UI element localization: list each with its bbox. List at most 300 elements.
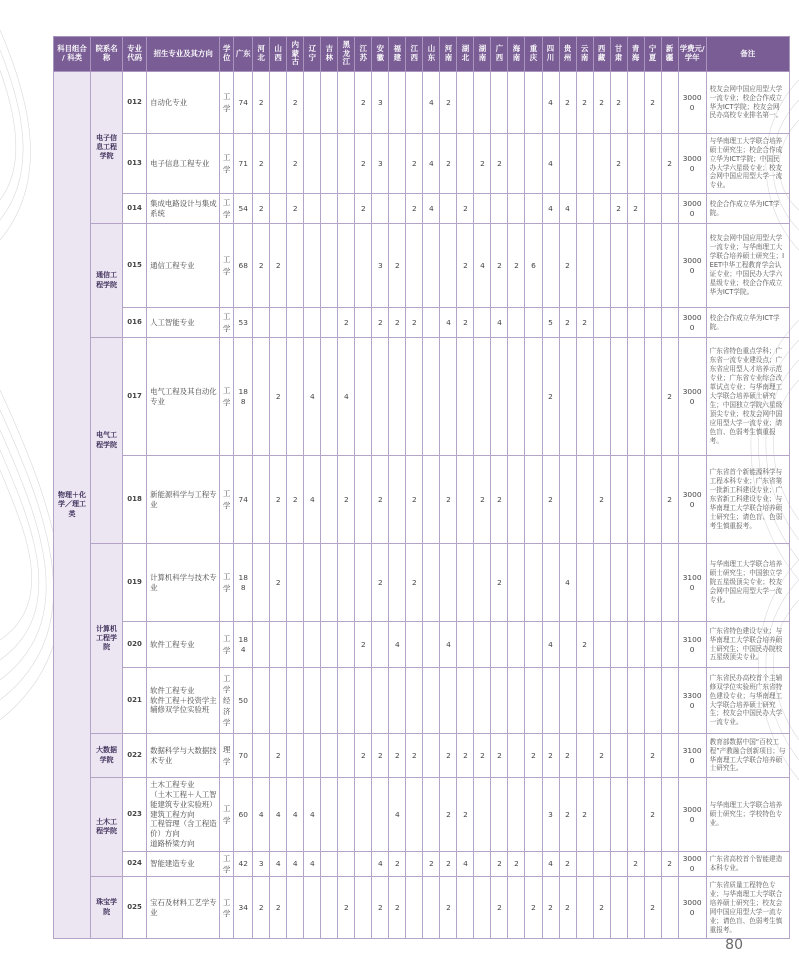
quota-cell bbox=[406, 622, 423, 668]
quota-cell: 2 bbox=[661, 338, 678, 456]
quota-cell bbox=[338, 778, 355, 852]
notes-cell: 教育部数据中国“百校工程”产教融合创新项目；与华南理工大学联合培养硕士研究生。 bbox=[706, 734, 789, 778]
quota-cell: 2 bbox=[406, 194, 423, 224]
quota-cell bbox=[576, 194, 593, 224]
quota-cell: 54 bbox=[234, 194, 253, 224]
quota-cell bbox=[644, 544, 661, 622]
header-province: 西藏 bbox=[593, 37, 610, 72]
tuition-fee: 30000 bbox=[678, 456, 706, 544]
quota-cell: 42 bbox=[234, 852, 253, 877]
major-name: 通信工程专业 bbox=[147, 224, 220, 308]
quota-cell: 2 bbox=[491, 134, 508, 194]
quota-cell bbox=[491, 72, 508, 134]
quota-cell bbox=[321, 134, 338, 194]
quota-cell bbox=[474, 544, 491, 622]
quota-cell bbox=[542, 224, 559, 308]
quota-cell: 4 bbox=[457, 852, 474, 877]
quota-cell bbox=[593, 544, 610, 622]
quota-cell bbox=[508, 338, 525, 456]
header-province: 甘肃 bbox=[610, 37, 627, 72]
quota-cell bbox=[423, 668, 440, 734]
tuition-fee: 30000 bbox=[678, 194, 706, 224]
quota-cell: 2 bbox=[542, 456, 559, 544]
quota-cell: 53 bbox=[234, 308, 253, 338]
quota-cell bbox=[457, 622, 474, 668]
tuition-fee: 33000 bbox=[678, 668, 706, 734]
quota-cell bbox=[270, 134, 287, 194]
quota-cell bbox=[644, 134, 661, 194]
quota-cell: 2 bbox=[372, 308, 389, 338]
quota-cell bbox=[644, 456, 661, 544]
degree: 工学 bbox=[220, 622, 234, 668]
major-code: 024 bbox=[123, 852, 147, 877]
header-province: 湖南 bbox=[474, 37, 491, 72]
tuition-fee: 31000 bbox=[678, 622, 706, 668]
quota-cell bbox=[576, 456, 593, 544]
degree: 工学 bbox=[220, 877, 234, 939]
quota-cell bbox=[270, 194, 287, 224]
quota-cell bbox=[627, 224, 644, 308]
table-row bbox=[54, 338, 790, 456]
quota-cell: 2 bbox=[644, 72, 661, 134]
quota-cell bbox=[338, 544, 355, 622]
quota-cell bbox=[270, 308, 287, 338]
quota-cell bbox=[321, 877, 338, 939]
tuition-fee: 30000 bbox=[678, 338, 706, 456]
quota-cell: 2 bbox=[270, 877, 287, 939]
quota-cell bbox=[525, 72, 542, 134]
quota-cell bbox=[321, 778, 338, 852]
degree: 工学 bbox=[220, 338, 234, 456]
degree: 工学 bbox=[220, 224, 234, 308]
quota-cell: 4 bbox=[423, 194, 440, 224]
quota-cell bbox=[508, 734, 525, 778]
quota-cell bbox=[304, 134, 321, 194]
quota-cell bbox=[338, 72, 355, 134]
quota-cell bbox=[406, 778, 423, 852]
quota-cell: 2 bbox=[389, 308, 406, 338]
quota-cell: 2 bbox=[389, 877, 406, 939]
notes-cell: 广东省特色建设专业；与华南理工大学联合培养硕士研究生；中国民办院校五星级顶尖专业。 bbox=[706, 622, 789, 668]
quota-cell: 2 bbox=[559, 852, 576, 877]
quota-cell: 74 bbox=[234, 72, 253, 134]
major-code: 012 bbox=[123, 72, 147, 134]
quota-cell bbox=[406, 72, 423, 134]
quota-cell bbox=[525, 456, 542, 544]
quota-cell: 4 bbox=[542, 134, 559, 194]
quota-cell bbox=[491, 622, 508, 668]
quota-cell bbox=[542, 668, 559, 734]
quota-cell: 2 bbox=[287, 456, 304, 544]
quota-cell: 2 bbox=[508, 852, 525, 877]
major-code: 019 bbox=[123, 544, 147, 622]
quota-cell: 2 bbox=[644, 877, 661, 939]
header-major-code: 专业代码 bbox=[123, 37, 147, 72]
quota-cell: 2 bbox=[389, 852, 406, 877]
quota-cell: 2 bbox=[542, 338, 559, 456]
quota-cell: 2 bbox=[423, 852, 440, 877]
major-code: 014 bbox=[123, 194, 147, 224]
quota-cell: 2 bbox=[576, 778, 593, 852]
quota-cell bbox=[321, 338, 338, 456]
quota-cell: 2 bbox=[491, 877, 508, 939]
quota-cell bbox=[457, 668, 474, 734]
quota-cell bbox=[627, 134, 644, 194]
quota-cell bbox=[270, 622, 287, 668]
quota-cell bbox=[644, 308, 661, 338]
quota-cell bbox=[593, 194, 610, 224]
quota-cell bbox=[593, 668, 610, 734]
header-province: 重庆 bbox=[525, 37, 542, 72]
header-province: 广东 bbox=[234, 37, 253, 72]
quota-cell bbox=[372, 194, 389, 224]
quota-cell bbox=[491, 338, 508, 456]
quota-cell: 2 bbox=[287, 134, 304, 194]
quota-cell: 2 bbox=[406, 734, 423, 778]
quota-cell bbox=[508, 308, 525, 338]
quota-cell bbox=[457, 338, 474, 456]
quota-cell bbox=[508, 668, 525, 734]
major-name: 数据科学与大数据技术专业 bbox=[147, 734, 220, 778]
quota-cell: 2 bbox=[457, 778, 474, 852]
quota-cell bbox=[593, 778, 610, 852]
quota-cell: 2 bbox=[270, 734, 287, 778]
quota-cell: 4 bbox=[287, 852, 304, 877]
header-province: 新疆 bbox=[661, 37, 678, 72]
notes-cell: 与华南理工大学联合培养硕士研究生；中国独立学院五星级顶尖专业；校友会网中国应用型大学一流专业。 bbox=[706, 544, 789, 622]
quota-cell bbox=[321, 308, 338, 338]
quota-cell bbox=[610, 544, 627, 622]
page-number: 80 bbox=[725, 937, 743, 953]
major-code: 025 bbox=[123, 877, 147, 939]
quota-cell bbox=[304, 194, 321, 224]
quota-cell: 4 bbox=[542, 622, 559, 668]
quota-cell bbox=[474, 72, 491, 134]
quota-cell bbox=[559, 134, 576, 194]
header-subject-group: 科目组合 / 科类 bbox=[54, 37, 91, 72]
quota-cell: 2 bbox=[542, 734, 559, 778]
quota-cell: 2 bbox=[661, 134, 678, 194]
header-province: 四川 bbox=[542, 37, 559, 72]
header-province: 江苏 bbox=[355, 37, 372, 72]
header-province: 河南 bbox=[440, 37, 457, 72]
quota-cell: 4 bbox=[304, 338, 321, 456]
quota-cell bbox=[355, 877, 372, 939]
quota-cell bbox=[661, 734, 678, 778]
quota-cell bbox=[389, 72, 406, 134]
quota-cell: 2 bbox=[644, 778, 661, 852]
tuition-fee: 30000 bbox=[678, 778, 706, 852]
quota-cell bbox=[474, 194, 491, 224]
major-name: 计算机科学与技术专业 bbox=[147, 544, 220, 622]
quota-cell bbox=[525, 338, 542, 456]
quota-cell: 34 bbox=[234, 877, 253, 939]
quota-cell: 2 bbox=[593, 456, 610, 544]
quota-cell bbox=[423, 456, 440, 544]
quota-cell bbox=[423, 338, 440, 456]
quota-cell bbox=[321, 544, 338, 622]
tuition-fee: 30000 bbox=[678, 72, 706, 134]
quota-cell: 2 bbox=[270, 338, 287, 456]
quota-cell bbox=[304, 308, 321, 338]
quota-cell: 4 bbox=[389, 778, 406, 852]
notes-cell: 校友会网中国应用型大学一流专业；与华南理工大学联合培养硕士研究生；IEET中华工程教育学会认证专业；中国民办大学六星级专业；校企合作成立华为ICT学院。 bbox=[706, 224, 789, 308]
quota-cell bbox=[508, 877, 525, 939]
quota-cell bbox=[406, 668, 423, 734]
quota-cell bbox=[627, 622, 644, 668]
quota-cell bbox=[287, 622, 304, 668]
quota-cell bbox=[423, 224, 440, 308]
tuition-fee: 31000 bbox=[678, 734, 706, 778]
quota-cell bbox=[593, 622, 610, 668]
major-name: 软件工程专业 软件工程＋投资学主辅修双学位实验班 bbox=[147, 668, 220, 734]
quota-cell bbox=[627, 308, 644, 338]
header-province: 内蒙古 bbox=[287, 37, 304, 72]
header-college: 院系名称 bbox=[91, 37, 123, 72]
quota-cell bbox=[525, 778, 542, 852]
college-name: 电子信息工程学院 bbox=[91, 72, 123, 224]
quota-cell bbox=[287, 734, 304, 778]
degree: 工学 bbox=[220, 308, 234, 338]
quota-cell: 2 bbox=[559, 308, 576, 338]
table-row bbox=[54, 456, 790, 544]
quota-cell: 4 bbox=[542, 852, 559, 877]
quota-cell bbox=[304, 224, 321, 308]
quota-cell bbox=[457, 456, 474, 544]
degree: 理学 bbox=[220, 734, 234, 778]
quota-cell bbox=[610, 308, 627, 338]
quota-cell bbox=[627, 734, 644, 778]
quota-cell bbox=[474, 877, 491, 939]
table-row bbox=[54, 852, 790, 877]
major-name: 智能建造专业 bbox=[147, 852, 220, 877]
quota-cell bbox=[287, 338, 304, 456]
quota-cell bbox=[423, 308, 440, 338]
quota-cell: 4 bbox=[270, 778, 287, 852]
quota-cell bbox=[304, 72, 321, 134]
quota-cell bbox=[661, 308, 678, 338]
quota-cell bbox=[474, 338, 491, 456]
quota-cell bbox=[559, 338, 576, 456]
quota-cell bbox=[457, 72, 474, 134]
quota-cell bbox=[508, 72, 525, 134]
quota-cell: 2 bbox=[253, 194, 270, 224]
quota-cell bbox=[559, 668, 576, 734]
quota-cell bbox=[372, 668, 389, 734]
major-code: 020 bbox=[123, 622, 147, 668]
quota-cell: 2 bbox=[440, 852, 457, 877]
quota-cell: 2 bbox=[593, 734, 610, 778]
quota-cell bbox=[576, 338, 593, 456]
quota-cell: 2 bbox=[440, 877, 457, 939]
quota-cell bbox=[661, 668, 678, 734]
quota-cell bbox=[321, 668, 338, 734]
quota-cell bbox=[304, 668, 321, 734]
quota-cell: 2 bbox=[576, 622, 593, 668]
header-province: 安徽 bbox=[372, 37, 389, 72]
quota-cell bbox=[508, 544, 525, 622]
quota-cell: 2 bbox=[474, 734, 491, 778]
quota-cell bbox=[355, 852, 372, 877]
header-province: 宁夏 bbox=[644, 37, 661, 72]
quota-cell bbox=[253, 544, 270, 622]
quota-cell bbox=[610, 778, 627, 852]
table-body bbox=[54, 72, 790, 939]
header-major: 招生专业及其方向 bbox=[147, 37, 220, 72]
quota-cell bbox=[321, 224, 338, 308]
quota-cell: 4 bbox=[423, 72, 440, 134]
quota-cell: 50 bbox=[234, 668, 253, 734]
quota-cell: 2 bbox=[559, 778, 576, 852]
quota-cell bbox=[389, 668, 406, 734]
quota-cell bbox=[610, 456, 627, 544]
table-row bbox=[54, 778, 790, 852]
quota-cell: 2 bbox=[355, 622, 372, 668]
college-name: 计算机工程学院 bbox=[91, 544, 123, 734]
quota-cell: 184 bbox=[234, 622, 253, 668]
quota-cell bbox=[610, 668, 627, 734]
quota-cell bbox=[576, 734, 593, 778]
quota-cell bbox=[406, 338, 423, 456]
quota-cell: 2 bbox=[253, 72, 270, 134]
quota-cell: 2 bbox=[644, 734, 661, 778]
degree: 工学 bbox=[220, 72, 234, 134]
quota-cell: 2 bbox=[355, 734, 372, 778]
quota-cell bbox=[576, 668, 593, 734]
quota-cell: 4 bbox=[304, 852, 321, 877]
quota-cell: 2 bbox=[491, 734, 508, 778]
quota-cell bbox=[389, 338, 406, 456]
quota-cell bbox=[406, 852, 423, 877]
quota-cell bbox=[253, 734, 270, 778]
quota-cell bbox=[304, 734, 321, 778]
quota-cell bbox=[525, 622, 542, 668]
quota-cell: 2 bbox=[610, 134, 627, 194]
major-code: 016 bbox=[123, 308, 147, 338]
quota-cell: 2 bbox=[610, 194, 627, 224]
quota-cell bbox=[440, 668, 457, 734]
quota-cell: 4 bbox=[542, 72, 559, 134]
degree: 工学 bbox=[220, 134, 234, 194]
quota-cell: 2 bbox=[389, 224, 406, 308]
quota-cell: 4 bbox=[304, 778, 321, 852]
quota-cell: 4 bbox=[304, 456, 321, 544]
quota-cell bbox=[338, 852, 355, 877]
header-degree: 学位 bbox=[220, 37, 234, 72]
quota-cell: 2 bbox=[542, 877, 559, 939]
quota-cell: 2 bbox=[440, 734, 457, 778]
quota-cell: 68 bbox=[234, 224, 253, 308]
quota-cell: 4 bbox=[440, 622, 457, 668]
header-province: 湖北 bbox=[457, 37, 474, 72]
quota-cell bbox=[627, 72, 644, 134]
quota-cell: 2 bbox=[406, 308, 423, 338]
degree: 工学 bbox=[220, 194, 234, 224]
quota-cell: 4 bbox=[542, 194, 559, 224]
header-province: 青海 bbox=[627, 37, 644, 72]
quota-cell bbox=[338, 134, 355, 194]
quota-cell: 2 bbox=[406, 544, 423, 622]
quota-cell: 3 bbox=[253, 852, 270, 877]
quota-cell: 2 bbox=[661, 456, 678, 544]
quota-cell bbox=[644, 194, 661, 224]
quota-cell bbox=[338, 668, 355, 734]
quota-cell bbox=[610, 338, 627, 456]
quota-cell bbox=[610, 224, 627, 308]
quota-cell bbox=[593, 308, 610, 338]
quota-cell bbox=[576, 877, 593, 939]
quota-cell: 2 bbox=[491, 544, 508, 622]
quota-cell bbox=[491, 194, 508, 224]
quota-cell: 2 bbox=[559, 877, 576, 939]
quota-cell bbox=[661, 72, 678, 134]
quota-cell bbox=[423, 778, 440, 852]
major-code: 023 bbox=[123, 778, 147, 852]
quota-cell bbox=[423, 877, 440, 939]
table-header-row bbox=[54, 37, 790, 72]
quota-cell bbox=[593, 134, 610, 194]
quota-cell: 6 bbox=[525, 224, 542, 308]
quota-cell: 2 bbox=[372, 877, 389, 939]
quota-cell: 2 bbox=[355, 134, 372, 194]
table-row bbox=[54, 308, 790, 338]
quota-cell bbox=[423, 544, 440, 622]
college-name: 通信工程学院 bbox=[91, 224, 123, 338]
quota-cell: 2 bbox=[406, 134, 423, 194]
header-province: 江西 bbox=[406, 37, 423, 72]
table-row bbox=[54, 224, 790, 308]
quota-cell bbox=[508, 456, 525, 544]
quota-cell bbox=[525, 134, 542, 194]
notes-cell: 广东省特色重点学科；广东省一流专业建设点；广东省应用型人才培养示范专业；广东省专业综合改革试点专业；与华南理工大学联合培养硕士研究生；中国独立学院六星级顶尖专业；校友会网中国应用型大学一流专业；请色盲、色弱考生慎重报考。 bbox=[706, 338, 789, 456]
quota-cell: 2 bbox=[474, 456, 491, 544]
quota-cell bbox=[406, 877, 423, 939]
quota-cell bbox=[440, 338, 457, 456]
table-row bbox=[54, 668, 790, 734]
quota-cell bbox=[644, 224, 661, 308]
quota-cell: 2 bbox=[440, 456, 457, 544]
quota-cell bbox=[525, 668, 542, 734]
quota-cell bbox=[627, 877, 644, 939]
college-name: 电气工程学院 bbox=[91, 338, 123, 544]
quota-cell bbox=[287, 224, 304, 308]
quota-cell bbox=[321, 852, 338, 877]
quota-cell bbox=[661, 877, 678, 939]
quota-cell: 2 bbox=[440, 778, 457, 852]
quota-cell bbox=[304, 622, 321, 668]
quota-cell bbox=[610, 734, 627, 778]
quota-cell bbox=[627, 778, 644, 852]
quota-cell: 2 bbox=[457, 194, 474, 224]
header-province: 黑龙江 bbox=[338, 37, 355, 72]
quota-cell: 2 bbox=[372, 544, 389, 622]
quota-cell: 2 bbox=[372, 456, 389, 544]
quota-cell bbox=[661, 778, 678, 852]
notes-cell: 广东省高校首个智能建造本科专业。 bbox=[706, 852, 789, 877]
notes-cell: 校企合作成立华为ICT学院。 bbox=[706, 194, 789, 224]
quota-cell bbox=[423, 622, 440, 668]
quota-cell bbox=[508, 622, 525, 668]
quota-cell bbox=[610, 622, 627, 668]
quota-cell bbox=[253, 668, 270, 734]
quota-cell bbox=[644, 622, 661, 668]
quota-cell: 2 bbox=[576, 72, 593, 134]
degree: 工学 bbox=[220, 778, 234, 852]
quota-cell bbox=[287, 668, 304, 734]
quota-cell bbox=[253, 338, 270, 456]
notes-cell: 广东省民办高校首个主辅修双学位实验班广东省特色建设专业；与华南理工大学联合培养硕士研究生；校友会中国民办大学一流专业。 bbox=[706, 668, 789, 734]
major-name: 新能源科学与工程专业 bbox=[147, 456, 220, 544]
